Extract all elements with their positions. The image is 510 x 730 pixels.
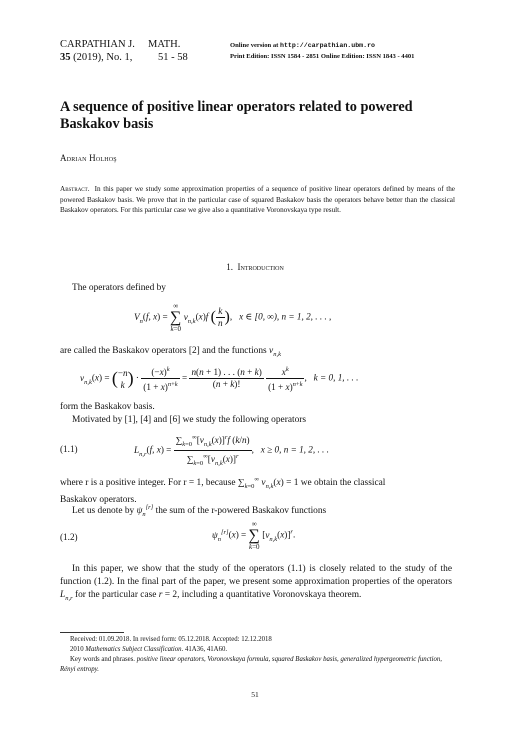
paragraph-motivation: Motivated by [1], [4] and [6] we study the following operators: [72, 415, 307, 425]
page-range: 51 - 58: [158, 52, 188, 63]
journal-url-link[interactable]: http://carpathian.ubm.ro: [280, 42, 375, 49]
journal-subject: MATH.: [148, 39, 181, 50]
equation-baskakov-basis: $v_{n,k}(x)$ = ( −n k ) · $\frac{(-x)^k}{(1 + x)^{n+k}}$ = $\frac{n(n + 1) . . . (n + k)}{(n + k)!}$ $\frac{x^k}{(1 + x)^{n+k}}$ , k = 0, 1, . . .: [80, 366, 359, 393]
equation-psi-sum: $\psi_n[r](x)$ = ∞ ∑ k=0 $[v_{n,k}(x)]^r$.: [212, 520, 296, 551]
paragraph-intro: The operators defined by: [72, 283, 166, 293]
edition-info: [230, 40, 414, 62]
footnote-keywords: Key words and phrases. positive linear operators, Voronovskaya formula, squared Baskakov basis, generalized hypergeometric function, Rényi entropy.: [60, 656, 442, 673]
paragraph-r-integer: where r is a positive integer. For r = 1, because $\sum_{k=0}^\infty$ $v_{n,k}(x) = 1$ we obtain the classical Baskakov operators.: [60, 476, 386, 505]
online-version: Online version at http://carpathian.ubm.ro: [230, 42, 375, 49]
abstract: [60, 184, 455, 216]
paragraph-denote: Let us denote by $\psi_n[r]$ the sum of the r-powered Baskakov functions: [72, 504, 327, 518]
equation-powered-operator: $L_{n,r}(f$, x) = $\frac{\sum_{k=0}^\infty[v_{n,k}(x)]^rf (k/n)}{\sum_{k=0}^\infty[v_{n,k}(x)]^r}$ , x ≥ 0, n = 1, 2, . . .: [134, 434, 329, 467]
paragraph-baskakov-defs: are called the Baskakov operators [2] and the functions $v_{n,k}$: [60, 346, 281, 358]
paper-title: A sequence of positive linear operators related to powered Baskakov basis: [60, 99, 413, 132]
paragraph-summary: In this paper, we show that the study of the operators (1.1) is closely related to the study of the function (1.2). In the final part of the paper, we present some approximation properties of the operators $L_{n,r}$ for the particular case r = 2, including a quantitative Voronovskaya theorem.: [60, 564, 452, 602]
footnote-msc: 2010 Mathematics Subject Classification. 41A36, 41A60.: [70, 646, 228, 653]
equation-baskakov-operator: $V_n(f$, x) = ∞ ∑ k=0 $v_{n,k}(x)f$ ( $\frac{k}{n}$ ), x ∈ [0, ∞), n = 1, 2, . . . ,: [134, 302, 332, 333]
abstract-label: Abstract.: [60, 185, 90, 193]
page-number: 51: [251, 690, 259, 699]
abstract-text: In this paper we study some approximation properties of a sequence of positive linear operators defined by means of the powered Baskakov basis. We prove that in the particular case of squared Baskakov basis the operators behave better than the classical Baskakov operators. For this particular case we give also a quantitative Voronovskaya type result.: [60, 185, 455, 215]
equation-number-1-2: (1.2): [60, 532, 78, 542]
footnote-received: Received: 01.09.2018. In revised form: 05.12.2018. Accepted: 12.12.2018: [70, 636, 272, 643]
author-name: Adrian Holhoş: [60, 153, 117, 163]
footnote-rule: [60, 632, 124, 633]
equation-number-1-1: (1.1): [60, 444, 78, 454]
section-heading: 1. Introduction: [226, 262, 284, 272]
paragraph-basis: form the Baskakov basis.: [60, 402, 155, 412]
journal-header: [60, 38, 135, 64]
issn-line: Print Edition: ISSN 1584 - 2851 Online Edition: ISSN 1843 - 4401: [230, 53, 415, 60]
journal-name: CARPATHIAN J.: [60, 39, 135, 50]
journal-issue: 35 (2019), No. 1,: [60, 52, 133, 63]
journal-subject-pages: [148, 38, 188, 64]
